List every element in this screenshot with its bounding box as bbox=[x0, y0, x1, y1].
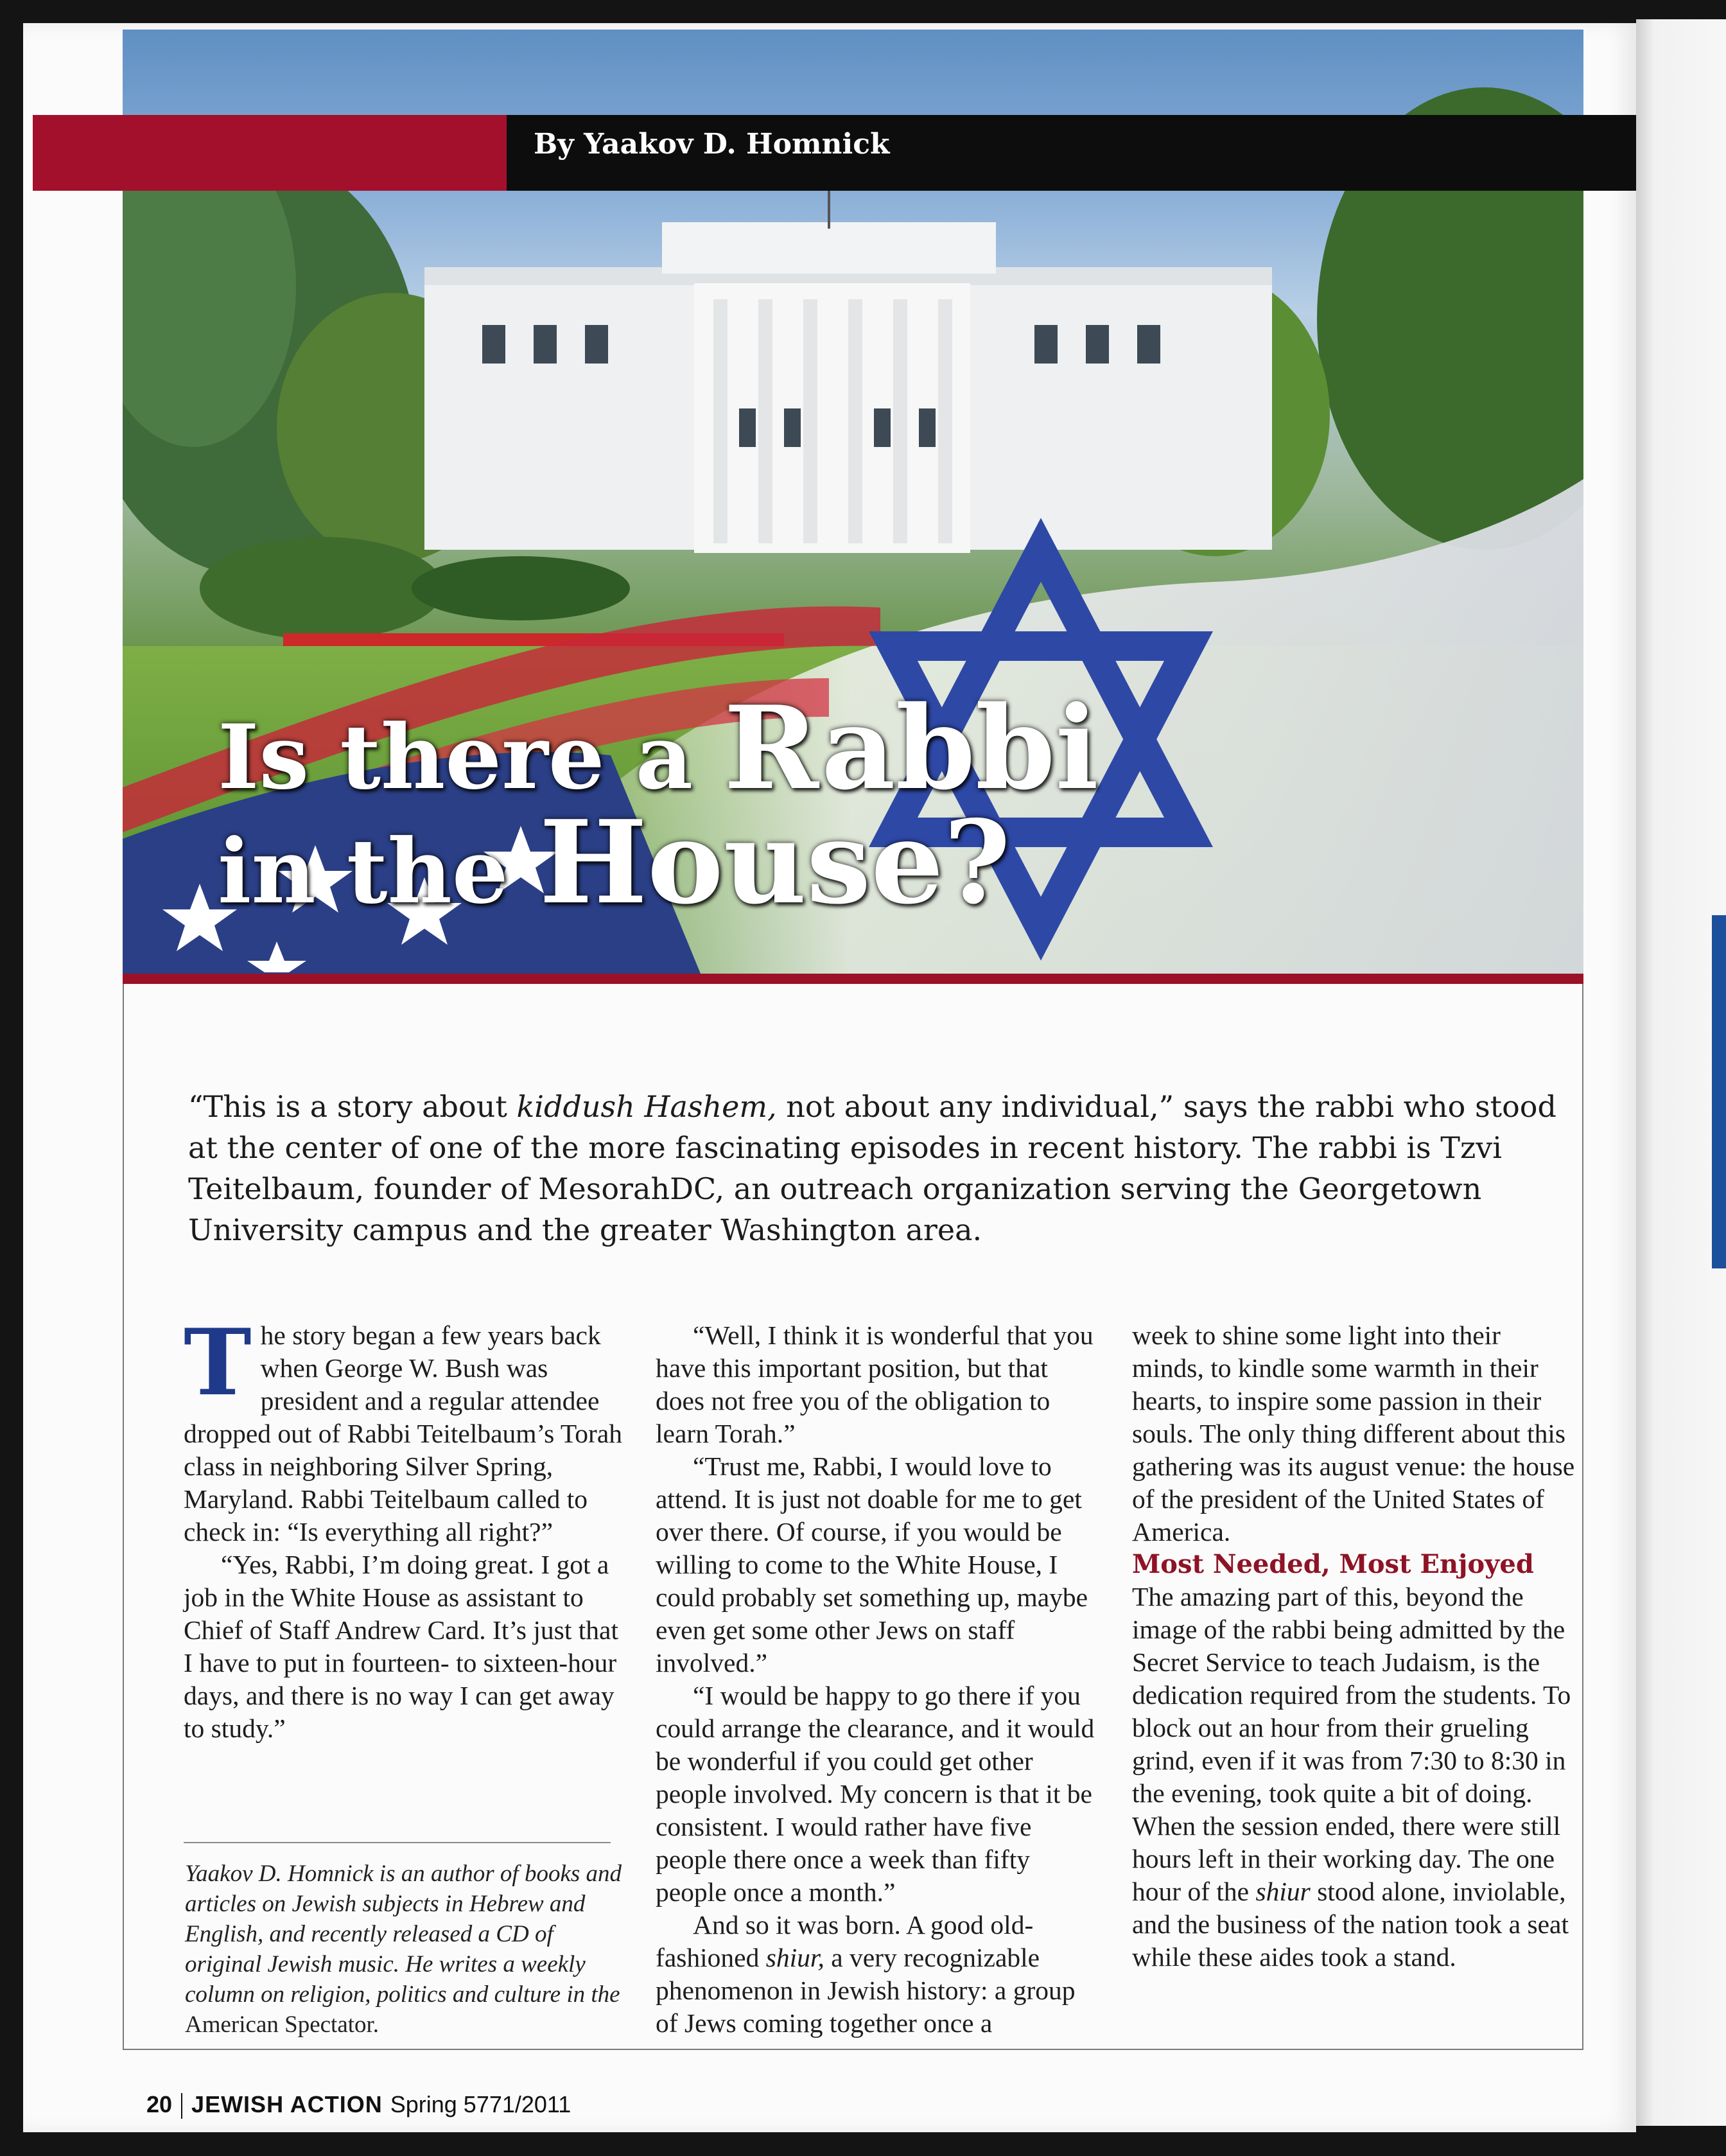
byline-bar bbox=[33, 115, 1636, 191]
magazine-name: JEWISH ACTION bbox=[191, 2091, 383, 2117]
hero-divider bbox=[123, 974, 1583, 984]
article-title: Is there a Rabbi in the House? bbox=[218, 681, 1099, 929]
page-number: 20 bbox=[146, 2091, 173, 2117]
article-column-1 bbox=[184, 1310, 627, 1745]
issue-date: Spring 5771/2011 bbox=[390, 2091, 571, 2117]
paragraph: “Well, I think it is wonderful that you have this important position, but that does not free you of the obligation to learn Torah.” bbox=[656, 1320, 1094, 1448]
paragraph: “Yes, Rabbi, I’m doing great. I got a job in the White House as assistant to Chief of Staff Andrew Card. It’s just that I have to put in fourteen- to sixteen-hour days, and there is no way I can get away to study.” bbox=[184, 1550, 618, 1743]
author-bio: Yaakov D. Homnick is an author of books and articles on Jewish subjects in Hebrew and English, and recently released a CD of original Jewish music. He writes a weekly column on religion, politics and culture in the American Spectator. bbox=[185, 1861, 622, 2038]
section-subhead: Most Needed, Most Enjoyed bbox=[1132, 1549, 1534, 1579]
paragraph: “I would be happy to go there if you could arrange the clearance, and it would be wonderful if you could get other people involved. My concern is that it be consistent. I would rather have five people there once a week than fifty people once a month.” bbox=[656, 1681, 1095, 1907]
adjacent-page-edge bbox=[1636, 19, 1726, 2126]
paragraph: week to shine some light into their minds, to kindle some warmth in their hearts, to inspire some passion in their souls. The only thing different about this gathering was its august venue: the house of the president of the United States of America. bbox=[1132, 1320, 1575, 1547]
article-deck: “This is a story about kiddush Hashem, not about any individual,” says the rabbi who stood at the center of one of the more fascinating episodes in recent history. The rabbi is Tzvi Teitelbaum, founder of MesorahDC, an outreach organization serving the Georgetown University campus and the greater Washington area. bbox=[188, 1089, 1556, 1247]
footer-separator bbox=[181, 2093, 182, 2119]
article-column-2 bbox=[656, 1319, 1099, 2040]
article-column-3 bbox=[1132, 1319, 1575, 1974]
paragraph: And so it was born. A good old-fashioned shiur, a very recognizable phenomenon in Jewish history: a group of Jews coming together once a bbox=[656, 1910, 1076, 2038]
adjacent-page-tab bbox=[1712, 915, 1726, 1268]
magazine-page bbox=[23, 23, 1636, 2132]
byline: By Yaakov D. Homnick bbox=[534, 128, 890, 161]
bio-divider bbox=[184, 1842, 611, 1843]
paragraph: The amazing part of this, beyond the image of the rabbi being admitted by the Secret Service to teach Judaism, is the dedication required from the students. To block out an hour from their grueling grind, even if it was from 7:30 to 8:30 in the evening, took quite a bit of doing. When the session ended, there were still hours left in their working day. The one hour of the shiur stood alone, inviolable, and the business of the nation took a seat while these aides took a stand. bbox=[1132, 1582, 1571, 1972]
paragraph: The story began a few years back when George W. Bush was president and a regular attendee dropped out of Rabbi Teitelbaum’s Torah class in neighboring Silver Spring, Maryland. Rabbi Teitelbaum called to check in: “Is everything all right?” bbox=[184, 1310, 623, 1547]
drop-cap: T bbox=[184, 1310, 252, 1416]
paragraph: “Trust me, Rabbi, I would love to attend. It is just not doable for me to get over there. Of course, if you would be willing to come to the White House, I could probably set something up, maybe even get some other Jews on staff involved.” bbox=[656, 1451, 1088, 1678]
page-footer bbox=[146, 2091, 571, 2119]
